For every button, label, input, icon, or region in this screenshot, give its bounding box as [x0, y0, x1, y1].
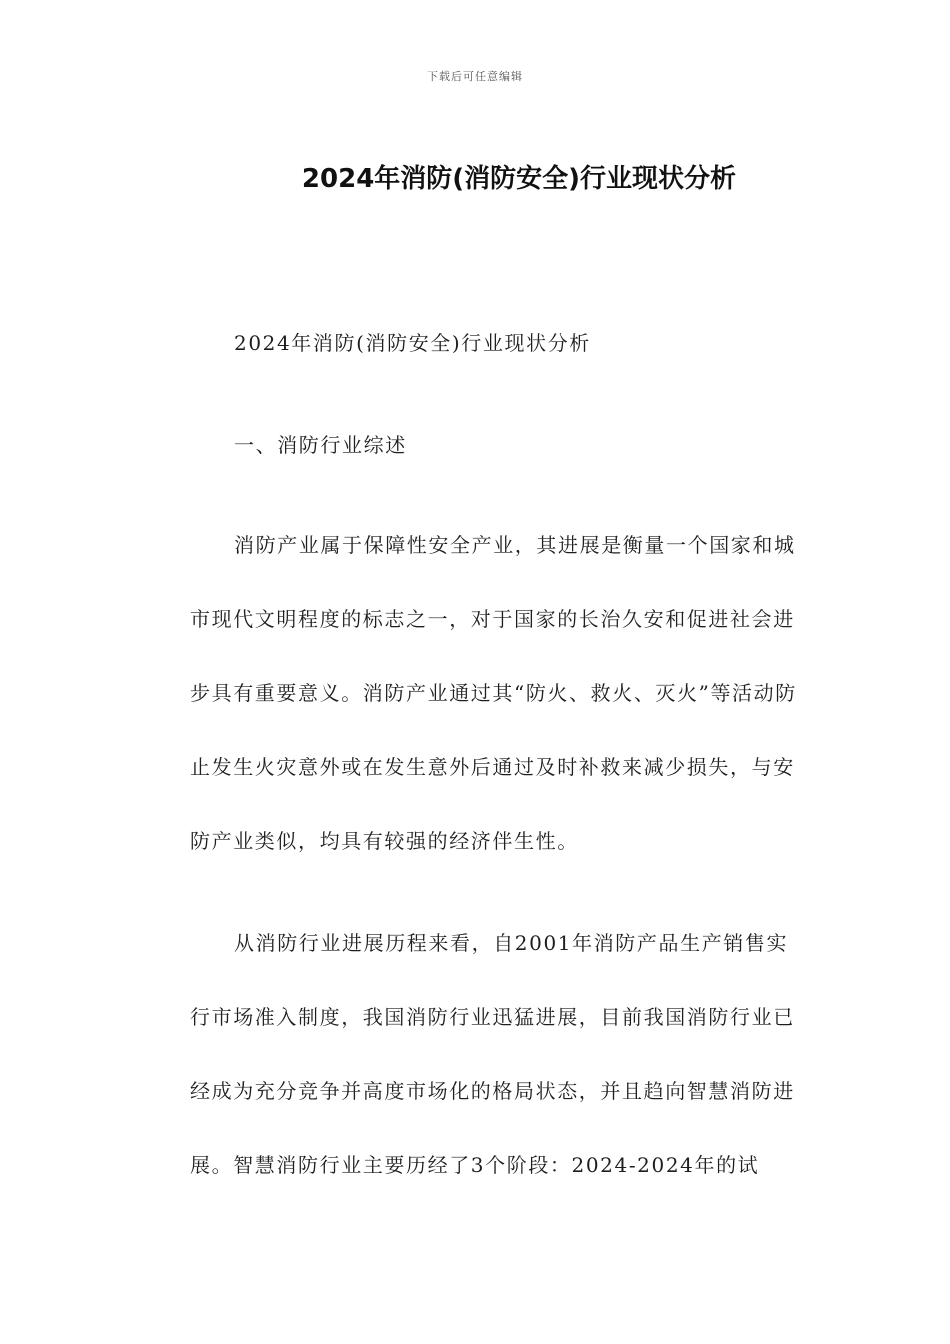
header-note: 下载后可任意编辑 — [427, 70, 523, 83]
subtitle-text: 2024年消防(消防安全)行业现状分析 — [234, 331, 591, 355]
paragraph-2-text: 从消防行业进展历程来看，自2001年消防产品生产销售实行市场准入制度，我国消防行业迅猛进展，目前我国消防行业已经成为充分竞争并高度市场化的格局状态，并且趋向智慧消防进展。智慧消防行业主要历经了3个阶段：2024-2024年的试 — [190, 931, 795, 1177]
section-heading-text: 一、消防行业综述 — [234, 433, 407, 457]
paragraph-1-text: 消防产业属于保障性安全产业，其进展是衡量一个国家和城市现代文明程度的标志之一，对于国家的长治久安和促进社会进步具有重要意义。消防产业通过其“防火、救火、灭火”等活动防止发生火灾意外或在发生意外后通过及时补救来减少损失，与安防产业类似，均具有较强的经济伴生性。 — [190, 533, 797, 853]
paragraph-2 — [190, 906, 805, 1202]
document-title: 2024年消防(消防安全)行业现状分析 — [301, 164, 737, 194]
paragraph-1 — [190, 508, 805, 878]
document-subtitle — [190, 306, 805, 380]
section-heading — [190, 408, 805, 482]
